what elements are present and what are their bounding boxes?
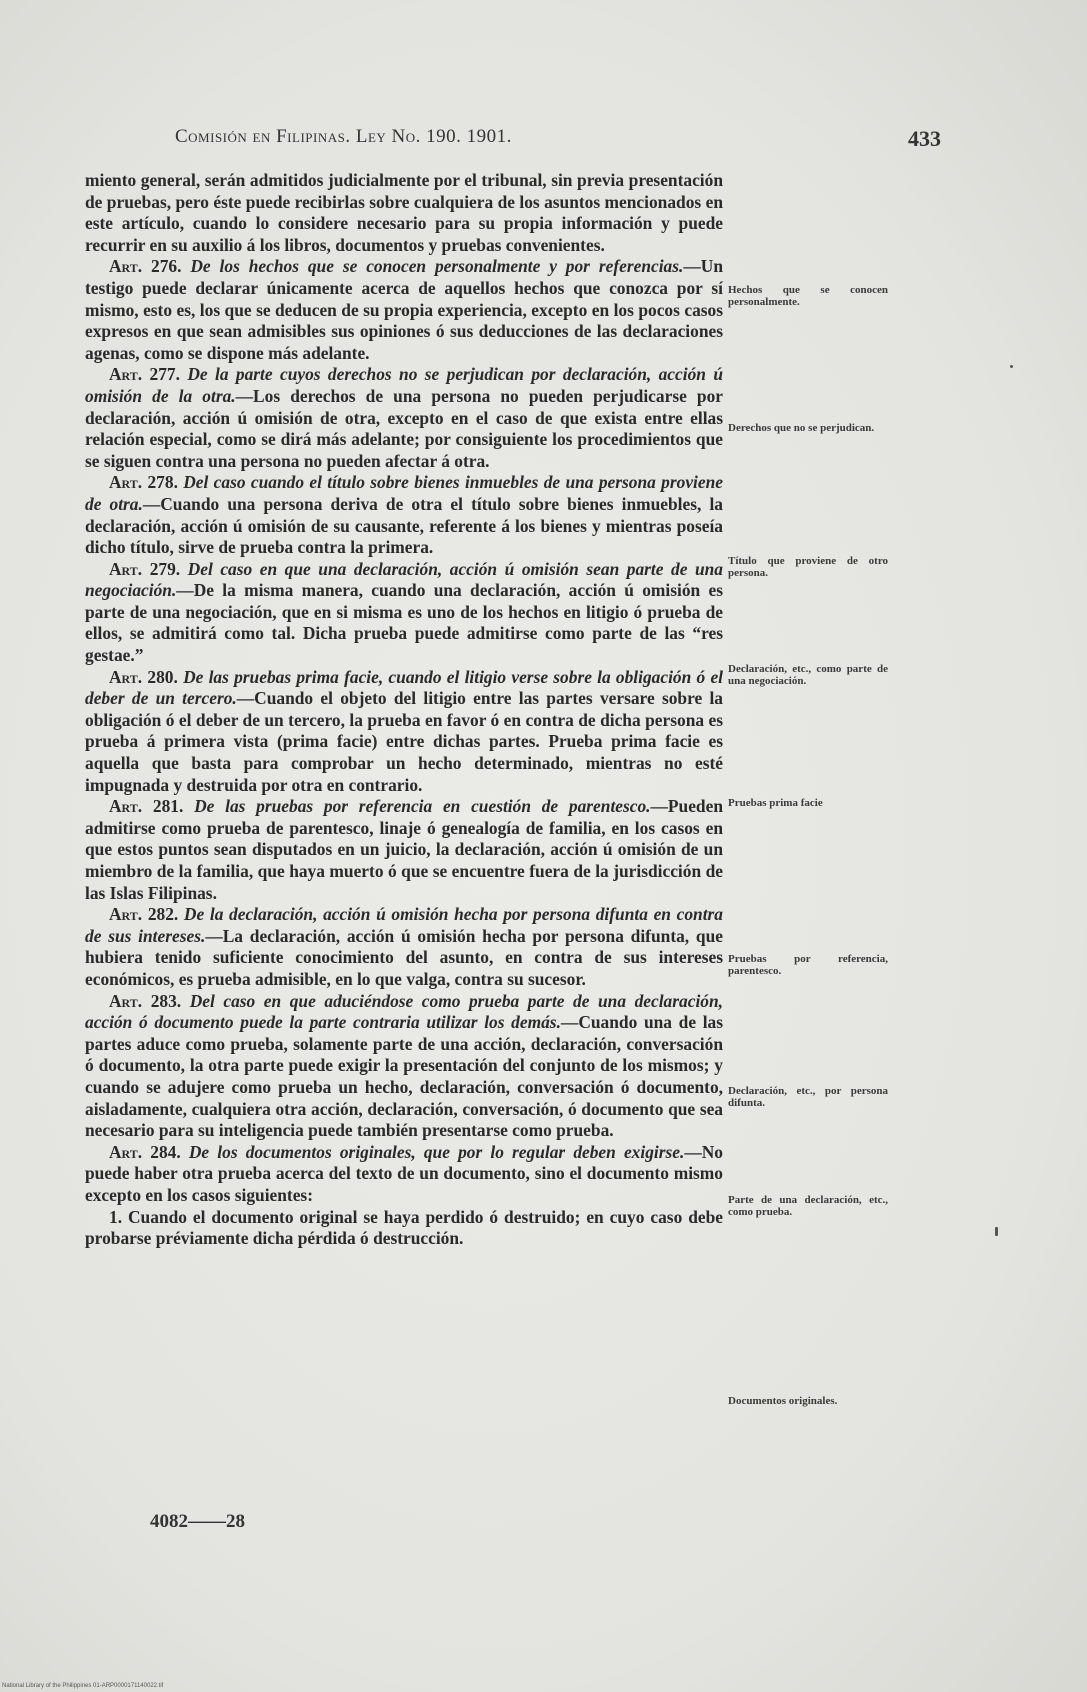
- article-277: [85, 364, 723, 472]
- article-text: —Los derechos de una persona no pueden perjudicarse por declaración, acción ú omisión de otra, excepto en el caso de que exista entre ellas relación especial, como se dirá más adelante; por consiguiente los procedimientos que se siguen contra una persona no pueden afectar á otra.: [85, 385, 723, 471]
- article-label: Art. 277.: [109, 364, 180, 385]
- article-text: —Cuando una persona deriva de otra el título sobre bienes inmuebles, la declaración, acción ú omisión de su causante, referente á los bienes y mientras poseía dicho título, sirve de prueba contra la primera.: [85, 493, 723, 558]
- printer-signature: 4082——28: [150, 1511, 245, 1532]
- side-note-279: Declaración, etc., como parte de una negociación.: [728, 663, 888, 687]
- article-title: De los hechos que se conocen personalmente y por referencias.: [190, 256, 684, 277]
- side-note-280: Pruebas prima facie: [728, 797, 823, 809]
- article-276: [85, 256, 723, 364]
- article-label: Art. 278.: [109, 472, 178, 493]
- article-label: Art. 276.: [109, 256, 182, 277]
- article-text: —La declaración, acción ú omisión hecha por persona difunta, que hubiera tenido suficiente conocimiento del asunto, en contra de sus intereses económicos, es prueba admisible, en lo que valga, contra su sucesor.: [85, 925, 723, 989]
- side-note-278: Título que proviene de otro persona.: [728, 555, 888, 579]
- article-text: —No puede haber otra prueba acerca del texto de un documento, sino el documento mismo excepto en los casos siguientes:: [85, 1141, 723, 1205]
- side-note-281: Pruebas por referencia, parentesco.: [728, 953, 888, 977]
- article-title: De la parte cuyos derechos no se perjudican por declaración, acción ú omisión de la otra.: [85, 364, 723, 406]
- scan-speck: [995, 1227, 998, 1236]
- intro-paragraph: miento general, serán admitidos judicialmente por el tribunal, sin previa presentación de pruebas, pero éste puede recibirlas sobre cualquiera de los asuntos mencionados en este artículo, cuando lo considere necesario para su propia información y puede recurrir en su auxilio á los libros, documentos y pruebas convenientes.: [85, 170, 723, 255]
- article-title: Del caso cuando el título sobre bienes inmuebles de una persona proviene de otra.: [85, 472, 723, 514]
- scan-credit: National Library of the Philippines 01-ARP0000171140022.tif: [2, 1683, 164, 1689]
- article-label: Art. 279.: [109, 558, 181, 579]
- running-header: Comisión en Filipinas. Ley No. 190. 1901.: [175, 126, 512, 147]
- article-284: [85, 1142, 723, 1207]
- page-number: 433: [908, 126, 941, 151]
- article-282: [85, 904, 723, 990]
- article-281: [85, 796, 723, 904]
- article-title: De la declaración, acción ú omisión hecha por persona difunta en contra de sus intereses.: [85, 904, 723, 946]
- side-note-276: Hechos que se conocen personalmente.: [728, 284, 888, 308]
- article-label: Art. 284.: [109, 1141, 181, 1162]
- article-text: —Cuando una de las partes aduce como prueba, solamente parte de una acción, declaración, conversación ó documento, la otra parte puede exigir la presentación del conjunto de los mismos; y cuando se adujere como prueba un hecho, declaración, conversación ó documento, aisladamente, cualquiera otra acción, declaración, conversación, ó documento que sea necesario para su inteligencia puede también presentarse como prueba.: [85, 1012, 723, 1141]
- list-item-1: 1. Cuando el documento original se haya perdido ó destruido; en cuyo caso debe probarse préviamente dicha pérdida ó destrucción.: [85, 1206, 723, 1249]
- side-note-282: Declaración, etc., por persona difunta.: [728, 1085, 888, 1109]
- article-text: —Un testigo puede declarar únicamente acerca de aquellos hechos que conozca por sí mismo, esto es, los que se deducen de su propia experiencia, excepto en los pocos casos expresos en que sean admisibles sus opiniones ó sus deducciones de las declaraciones agenas, como se dispone más adelante.: [85, 256, 723, 363]
- article-label: Art. 281.: [109, 796, 184, 817]
- article-280: [85, 667, 723, 797]
- article-title: De las pruebas prima facie, cuando el litigio verse sobre la obligación ó el deber de un tercero.: [85, 666, 723, 709]
- article-text: —Pueden admitirse como prueba de parentesco, linaje ó genealogía de familia, en los casos en que estos puntos sean disputados en un juicio, la declaración, acción ú omisión de un miembro de la familia, que haya muerto ó que se encuentre fuera de la jurisdicción de las Islas Filipinas.: [85, 796, 723, 903]
- article-title: De las pruebas por referencia en cuestión de parentesco.: [194, 796, 651, 817]
- article-title: De los documentos originales, que por lo regular deben exigirse.: [188, 1141, 685, 1162]
- article-label: Art. 282.: [109, 904, 179, 925]
- side-note-283: Parte de una declaración, etc., como prueba.: [728, 1194, 888, 1218]
- side-note-284: Documentos originales.: [728, 1395, 838, 1407]
- article-text: —Cuando el objeto del litigio entre las partes versare sobre la obligación ó el deber de un tercero, la prueba en favor ó en contra de dicha persona es prueba á primera vista (prima facie) entre dichas partes. Prueba prima facie es aquella que basta para comprobar un hecho determinado, mientras no esté impugnada y destruida por otra en contrario.: [85, 688, 724, 795]
- article-279: [85, 559, 723, 667]
- article-title: Del caso en que aduciéndose como prueba parte de una declaración, acción ó documento puede la parte contraria utilizar los demás.: [85, 990, 723, 1033]
- article-title: Del caso en que una declaración, acción ú omisión sean parte de una negociación.: [85, 558, 723, 601]
- article-283: [85, 991, 723, 1142]
- body-text: [85, 170, 723, 1250]
- article-label: Art. 280.: [109, 666, 178, 687]
- side-note-277: Derechos que no se perjudican.: [728, 422, 875, 434]
- article-text: —De la misma manera, cuando una declaración, acción ú omisión es parte de una negociación, que en si misma es uno de los hechos en litigio ó prueba de ellos, se admitirá como tal. Dicha prueba puede admitirse como parte de las “res gestae.”: [85, 580, 723, 666]
- article-label: Art. 283.: [109, 990, 182, 1011]
- article-278: [85, 472, 723, 558]
- scan-speck: [1010, 365, 1013, 368]
